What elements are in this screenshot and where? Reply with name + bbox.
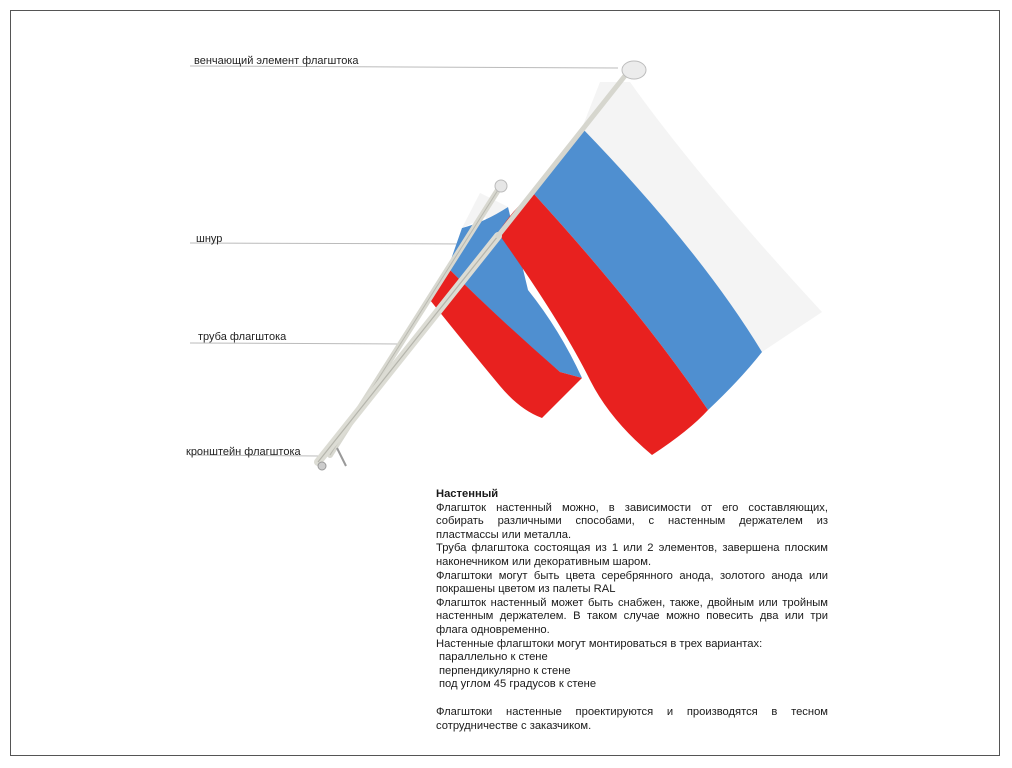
description-paragraph-1: Флагшток настенный можно, в зависимости от его составляющих, собирать различными способами, с настенным держателем из пластмассы или металла. [436,501,828,541]
description-paragraph-6: Флагштоки настенные проектируются и производятся в тесном сотрудничестве с заказчиком. [436,705,828,732]
mount-option-1: параллельно к стене [439,651,548,664]
pole-leader-line [190,343,400,344]
description-block [436,488,828,733]
description-paragraph-2: Труба флагштока состоящая из 1 или 2 элементов, завершена плоским наконечником или декоративным шаром. [436,542,828,568]
label-cord: шнур [196,233,223,245]
description-paragraph-4: Флагшток настенный может быть снабжен, также, двойным или тройным настенным держателем. В таком случае можно повесить два или три флага одновременно. [436,596,828,636]
label-finial: венчающий элемент флагштока [194,55,359,67]
description-title: Настенный [436,488,499,500]
cord-leader-line [190,243,470,244]
mount-option-3: под углом 45 градусов к стене [439,678,597,691]
label-pole: труба флагштока [198,331,287,343]
main-finial [622,61,646,79]
label-bracket: кронштейн флагштока [186,446,301,458]
small-finial [495,180,507,192]
description-paragraph-3: Флагштоки могут быть цвета серебрянного анода, золотого анода или покрашены цветом из палеты RAL [436,569,828,596]
description-paragraph-5: Настенные флагштоки могут монтироваться в трех вариантах: [436,637,763,650]
bracket-mount [318,462,326,470]
mount-option-2: перпендикулярно к стене [439,664,571,677]
bracket-detail [337,448,346,466]
